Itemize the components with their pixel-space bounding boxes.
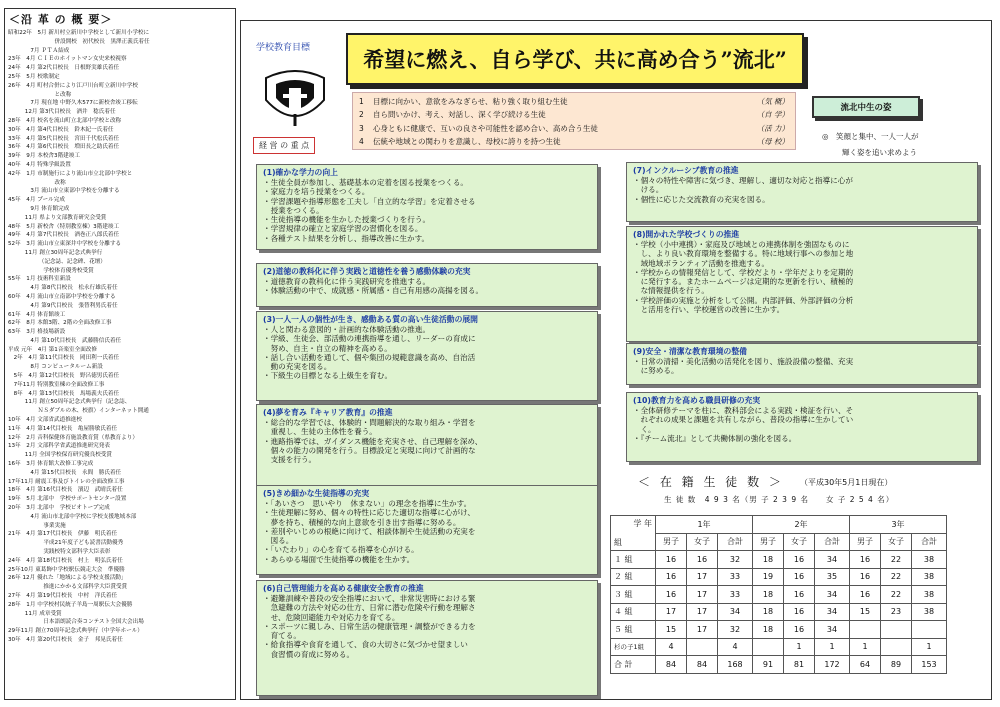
row-label: ４ 組: [611, 603, 656, 621]
focus-card-9: [626, 343, 978, 385]
ideal-line-1: ◎ 笑顔と集中、一人一人が: [822, 132, 919, 141]
focus-card-line: 個々の能力の開発を行う。目標設定と実現に向けて計画的な: [263, 445, 476, 455]
focus-card-line: 域地域ボランティア活動を推進する。: [633, 258, 770, 268]
history-entry: 11月 成章受賞: [8, 610, 62, 617]
table-row: [611, 656, 947, 674]
history-entry: 30年 4月 第4代目校長 鈴木紀一氏着任: [8, 126, 114, 133]
table-cell: 18: [753, 551, 784, 569]
history-entry: 40年 4月 特殊学級設置: [8, 161, 71, 168]
focus-card-title: (3)一人一人の個性が生き、感動ある質の高い生徒活動の展開: [263, 315, 478, 324]
goal-key: （自 学）: [756, 110, 789, 120]
table-cell: 1: [815, 638, 850, 656]
row-label: ５ 組: [611, 621, 656, 639]
focus-card-line: ・個々の特性や障害に気づき、理解し、適切な対応と指導に心が: [633, 176, 853, 185]
sub-header: 女子: [784, 533, 815, 551]
table-cell: 17: [656, 603, 687, 621]
history-panel: [4, 8, 236, 700]
history-entry: 5年 4月 第12代目校長 野呂徳男氏着任: [8, 373, 120, 380]
history-entry: 10年 4月 文部省武道推進校: [8, 417, 82, 424]
table-cell: 17: [687, 603, 718, 621]
ideal-line-2: 輝く姿を追い求めよう: [842, 148, 917, 157]
history-entry: 26年 4月 町村合併により江戸川台町立新川中学校: [8, 82, 138, 89]
table-cell: 34: [815, 603, 850, 621]
history-entry: 11月 全国学校保育研究優良校受賞: [8, 452, 112, 459]
table-cell: 16: [784, 551, 815, 569]
focus-card-2: [256, 263, 598, 307]
focus-card-line: な情報提供を行う。: [633, 286, 709, 296]
focus-card-line: ・学校評価の実施と分析をして公開。内部評価、外部評価の分析: [633, 295, 854, 305]
focus-card-line: 授業をつくる。: [263, 205, 324, 215]
table-cell: 15: [656, 621, 687, 639]
history-entry: 12月 第3代目校長 酒井 稔氏着任: [8, 109, 116, 116]
history-entry: 併設開校 初代校長 黒澤正義氏着任: [8, 38, 150, 45]
history-entry: 平成21年度子ども読書活動優秀: [8, 540, 124, 547]
focus-card-line: 重視し、生徒の主体性を養う。: [263, 427, 377, 437]
table-cell: [753, 638, 784, 656]
focus-card-4: [256, 404, 598, 488]
goal-key: （母 校）: [756, 137, 789, 147]
table-cell: 16: [656, 568, 687, 586]
history-entry: 12年 2月 音科保健体育施設教育賞（県教育より）: [8, 434, 138, 441]
focus-card-line: ・『チーム流北』として共働体制の強化を図る。: [633, 433, 797, 443]
history-entry: 13年 2月 文部科学省武道推進研究発表: [8, 443, 110, 450]
history-entry: 18年 4月 第16代目校長 濱辺 武晴氏着任: [8, 487, 123, 494]
row-label: ２ 組: [611, 568, 656, 586]
focus-card-line: ・下級生の目標となる上級生を育む。: [263, 371, 393, 381]
table-cell: 32: [718, 621, 753, 639]
history-entry: 24年 4月 第2代目校長 日根野実雄氏着任: [8, 65, 120, 72]
history-entry: 26年 12月 優れた「地域による学校支援活動」: [8, 575, 127, 582]
table-cell: 16: [656, 551, 687, 569]
focus-card-line: ・個性に応じた交流教育の充実を図る。: [633, 194, 770, 204]
history-entry: 28年 4月 校名を流山町立北部中学校と改称: [8, 117, 122, 124]
history-entry: 7月 ＰＴＡ結成: [8, 47, 70, 54]
goal-key: （活 力）: [756, 123, 789, 133]
focus-card-line: ・学習課題や指導形態を工夫し「自立的な学習」を定着させる: [263, 196, 476, 206]
table-cell: 17: [687, 621, 718, 639]
goal-row: [359, 122, 789, 135]
table-cell: 16: [687, 551, 718, 569]
focus-card-line: ・スポーツに親しみ、日常生活の健康管理・調整ができる力を: [263, 621, 476, 631]
history-entry: 4月 第10代目校長 武藤勝信氏着任: [8, 337, 122, 344]
enrollment-date: （平成30年5月1日現在）: [800, 478, 893, 487]
history-entry: 48年 5月 新校舎（特別教室棟）3階建竣工: [8, 223, 120, 230]
history-entry: 11年 4月 第14代目校長 亀屋勝敏氏着任: [8, 425, 118, 432]
focus-card-line: ・総合的な学習では、体験的・問題解決的な取り組み・学習を: [263, 418, 476, 427]
focus-card-line: ・体験活動の中で、成就感・所属感・自己有用感の高揚を図る。: [263, 286, 484, 296]
table-cell: 16: [656, 586, 687, 604]
focus-card-line: 夢を持ち、積極的な向上意欲を引き出す指導に努める。: [263, 517, 461, 527]
grade-1-header: 1年: [656, 516, 753, 534]
sub-header: 女子: [881, 533, 912, 551]
history-entry: 7年11月 特別教室棟の全面改修工事: [8, 381, 105, 388]
focus-card-line: し、より良い教育環境を整備する。特に地域行事への参加と地: [633, 249, 854, 259]
history-entry: 16年 3月 体育館大改修工事完成: [8, 461, 94, 468]
history-entry: 3月 流山市立東部中学校を分離する: [8, 188, 120, 195]
goal-num: 3: [359, 123, 364, 133]
goal-text: 心身ともに健康で、互いの良さや可能性を認め合い、高め合う生徒: [373, 123, 598, 133]
table-cell: 16: [784, 621, 815, 639]
table-cell: 35: [815, 568, 850, 586]
table-cell: 38: [912, 586, 947, 604]
history-entry: 8年 4月 第13代目校長 馬場義夫氏着任: [8, 390, 120, 397]
table-cell: 16: [850, 568, 881, 586]
table-cell: 38: [912, 551, 947, 569]
table-cell: [881, 621, 912, 639]
table-cell: 22: [881, 568, 912, 586]
history-entry: 29年11月 創立70周年記念式典挙行（中学年ホール）: [8, 628, 143, 635]
focus-card-line: ・避難訓練や普段の安全指導において、非常災害時における緊: [263, 594, 476, 603]
history-entry: 23年 4月 ＣＩＥのホイットマン女史来校視察: [8, 56, 127, 63]
history-entry: 2年 4月 第11代目校長 岡田利一氏着任: [8, 355, 120, 362]
table-row: [611, 551, 947, 569]
sub-header: 合計: [718, 533, 753, 551]
focus-card-line: ける。: [633, 185, 664, 195]
history-entry: 9月 体育館完成: [8, 205, 70, 212]
goal-row: [359, 135, 789, 148]
focus-card-title: (8)開かれた学校づくりの推進: [633, 230, 740, 239]
table-cell: 1: [912, 638, 947, 656]
table-cell: 16: [850, 586, 881, 604]
goal-key: （気 概）: [756, 97, 789, 106]
history-entry: ＮＳダブルの木、校旗）インターネット開通: [8, 408, 149, 415]
table-cell: 19: [753, 568, 784, 586]
table-row: [611, 568, 947, 586]
grade-2-header: 2年: [753, 516, 850, 534]
focus-card-line: ・全体研修テーマを柱に、教科部会による実践・検証を行い、そ: [633, 406, 854, 415]
history-entry: 25年 5月 校歌制定: [8, 73, 60, 80]
focus-card-line: ・「あいさつ 思いやり 休まない」の理念を指導に生かす。: [263, 499, 472, 508]
history-entry: 7月 現在地 中野久木577に新校舎竣工移転: [8, 100, 138, 107]
focus-card-line: ・あらゆる場面で生徒指導の機能を生かす。: [263, 554, 415, 564]
table-cell: 16: [850, 551, 881, 569]
table-cell: 84: [656, 656, 687, 674]
table-cell: 16: [784, 586, 815, 604]
focus-card-line: ・差別やいじめの根絶に向けて、相談体制や生徒活動の充実を: [263, 526, 476, 536]
focus-card-title: (1)確かな学力の向上: [263, 168, 338, 177]
focus-card-title: (10)教育力を高める職員研修の充実: [633, 396, 761, 405]
school-emblem-icon: [256, 70, 334, 130]
goal-row: [359, 95, 789, 108]
table-cell: [881, 638, 912, 656]
table-cell: 34: [815, 586, 850, 604]
table-row: [611, 586, 947, 604]
focus-card-line: ・生徒指導の機能を生かした授業づくりを行う。: [263, 215, 431, 225]
history-entry: 19年 5月 北部中 学校サポートセンター設置: [8, 496, 127, 503]
history-entry: 4月 第9代目校長 張替利男氏着任: [8, 302, 118, 309]
history-entry: （記念誌、記念碑、花壇）: [8, 258, 106, 265]
focus-card-title: (5)きめ細かな生徒指導の充実: [263, 489, 370, 498]
focus-card-line: く。: [633, 424, 656, 434]
enrollment-table: [610, 515, 947, 674]
table-cell: 15: [850, 603, 881, 621]
history-entry: 25年10月 東葛飾中学校駅伝競走大会 準優勝: [8, 566, 125, 573]
table-cell: 1: [784, 638, 815, 656]
focus-card-line: に発行する。またホームページは定期的な更新を行い、積極的: [633, 277, 854, 287]
history-entry: 11月 創立30周年記念式典挙行: [8, 249, 103, 256]
history-entry: 4月 流山市北部中学校に学校支援地域本部: [8, 513, 137, 520]
history-entry: 8月 コンピュータルーム新設: [8, 364, 103, 371]
enrollment-title: ＜ 在 籍 生 徒 数 ＞: [638, 475, 784, 489]
table-cell: 33: [718, 586, 753, 604]
history-entry: 実践校特文部科学大臣表彰: [8, 549, 111, 556]
history-entry: 52年 3月 流山市立東深井中学校を分離する: [8, 241, 122, 248]
history-entry: 62年 8月 本館3階、2階の全面改修工事: [8, 320, 112, 327]
table-cell: 38: [912, 568, 947, 586]
focus-card-line: 食習慣の育成に努める。: [263, 649, 355, 659]
goals-box: [352, 92, 796, 150]
row-label: 合 計: [611, 656, 656, 674]
history-entry: 4月 第8代目校長 松永行雄氏着任: [8, 285, 118, 292]
table-cell: [912, 621, 947, 639]
focus-card-line: 支援を行う。: [263, 455, 317, 465]
table-cell: 17: [687, 586, 718, 604]
goal-label: 学校教育目標: [256, 43, 311, 53]
history-entry: 61年 4月 体育館竣工: [8, 311, 66, 318]
sub-header: 男子: [753, 533, 784, 551]
grade-3-header: 3年: [850, 516, 947, 534]
sub-header: 合計: [815, 533, 850, 551]
focus-card-line: ・給食指導や食育を通して、食の大切さに気づかせ望ましい: [263, 640, 468, 650]
history-entry: 33年 4月 第5代目校長 宮田千代松氏着任: [8, 135, 120, 142]
focus-card-line: 急避難の方法や対応の仕方、日常に潜む危険や行動を理解さ: [263, 603, 476, 613]
focus-card-line: ・家庭力を培う授業をつくる。: [263, 187, 370, 197]
focus-card-line: ・人と関わる意図的・計画的な体験活動の推進。: [263, 325, 431, 334]
table-cell: 34: [718, 603, 753, 621]
table-cell: 16: [784, 568, 815, 586]
focus-card-line: ・生徒全員が参加し、基礎基本の定着を図る授業をつくる。: [263, 178, 469, 187]
history-entry: 日本語朗読合奏コンテスト全国大会出場: [8, 619, 144, 626]
history-entry: 20年 3月 北部中 学校ビオトープ完成: [8, 505, 110, 512]
history-entry: 17年11月 耐震工事及びトイレの全面改修工事: [8, 478, 125, 485]
table-row: [611, 621, 947, 639]
history-entry: 55年 1月 技術科室新設: [8, 276, 71, 283]
focus-card-title: (6)自己管理能力を高める健康安全教育の推進: [263, 584, 424, 593]
history-entry: 63年 3月 格技場新設: [8, 329, 66, 336]
row-label: ３ 組: [611, 586, 656, 604]
table-row: [611, 638, 947, 656]
goal-num: 2: [359, 110, 364, 120]
table-cell: 91: [753, 656, 784, 674]
school-motto: 希望に燃え、自ら学び、共に高め合う”流北”: [346, 33, 804, 85]
history-entry: 45年 4月 プール完成: [8, 197, 65, 204]
table-cell: 1: [850, 638, 881, 656]
history-entry: 学校体育優秀校受賞: [8, 267, 94, 274]
table-cell: 81: [784, 656, 815, 674]
table-cell: 64: [850, 656, 881, 674]
focus-card-10: [626, 392, 978, 462]
table-cell: 16: [784, 603, 815, 621]
table-cell: 4: [718, 638, 753, 656]
history-title: ＜沿 革 の 概 要＞: [9, 13, 113, 26]
history-entry: と改称: [8, 91, 72, 98]
focus-card-line: 動の充実を図る。: [263, 362, 332, 372]
focus-card-line: ・生徒理解に努め、個々の特性に応じた適切な指導に心がけ、: [263, 508, 476, 518]
focus-card-8: [626, 226, 978, 342]
table-cell: 34: [815, 551, 850, 569]
history-entry: 11月 創立50周年記念式典挙行（記念誌、: [8, 399, 131, 406]
table-cell: 23: [881, 603, 912, 621]
class-header: 組: [614, 538, 622, 547]
focus-card-line: ・学習規律の確立と家庭学習の習慣化を図る。: [263, 224, 423, 234]
table-cell: 34: [815, 621, 850, 639]
history-entry: 30年 4月 第20代目校長 金子 邦晃氏着任: [8, 636, 123, 643]
table-cell: 32: [718, 551, 753, 569]
corner-cell: [611, 516, 656, 551]
row-label: １ 組: [611, 551, 656, 569]
focus-card-title: (4)夢を育み『キャリア教育』の推進: [263, 408, 393, 417]
table-cell: [850, 621, 881, 639]
goal-num: 1: [359, 97, 364, 106]
history-entry: 4月 第15代目校長 永間 勝氏着任: [8, 469, 122, 476]
focus-card-line: ・学級、生徒会、部活動の連携指導を通し、リーダーの育成に: [263, 334, 476, 344]
history-entry: 28年 1月 中学校村民統子羊島一周駅伝大会優勝: [8, 601, 133, 608]
sub-header: 男子: [850, 533, 881, 551]
history-entry: 平成 元年 4月 第1音楽室全面改修: [8, 346, 97, 353]
table-cell: 168: [718, 656, 753, 674]
table-cell: 18: [753, 603, 784, 621]
table-cell: 153: [912, 656, 947, 674]
focus-card-line: に努める。: [633, 366, 679, 376]
sub-header: 女子: [687, 533, 718, 551]
history-list: [5, 29, 235, 645]
table-row: [611, 603, 947, 621]
table-cell: 84: [687, 656, 718, 674]
table-cell: 89: [881, 656, 912, 674]
focus-card-6: [256, 580, 598, 696]
table-cell: 18: [753, 621, 784, 639]
history-entry: 21年 4月 第17代目校長 伊藤 明氏着任: [8, 531, 118, 538]
table-cell: 17: [687, 568, 718, 586]
table-cell: 38: [912, 603, 947, 621]
table-cell: 33: [718, 568, 753, 586]
focus-card-line: ・道徳教育の教科化に伴う実践研究を推進する。: [263, 277, 431, 286]
focus-card-line: ・日常の清掃・美化活動の活発化を図り、施設設備の整備、充実: [633, 357, 854, 366]
goal-text: 自ら問いかけ、考え、対話し、深く学び続ける生徒: [373, 110, 546, 120]
history-entry: 39年 9月 本校舎3階建竣工: [8, 153, 80, 160]
history-entry: 24年 4月 第18代目校長 村上 明弘氏着任: [8, 557, 123, 564]
history-entry: 36年 4月 第6代目校長 増田長之助氏着任: [8, 144, 120, 151]
focus-card-5: [256, 485, 598, 575]
table-cell: [687, 638, 718, 656]
goal-num: 4: [359, 137, 364, 147]
focus-card-title: (9)安全・清潔な教育環境の整備: [633, 347, 747, 356]
focus-card-line: ・学校（小中連携）・家庭及び地域との連携体制を強固なものに: [633, 240, 850, 249]
focus-card-line: ・「いたわり」の心を育てる指導を心がける。: [263, 545, 419, 555]
table-cell: 22: [881, 551, 912, 569]
focus-card-line: 努め、自主・自立の精神を高める。: [263, 343, 392, 353]
history-entry: 改称: [8, 179, 66, 186]
focus-card-line: ・学校からの情報発信として、学校だより・学年だよりを定期的: [633, 267, 854, 277]
focus-card-line: れぞれの成果と課題を共有しながら、普段の指導に生かしてい: [633, 415, 854, 425]
management-focus-label: 経 営 の 重 点: [253, 137, 315, 154]
sub-header: 合計: [912, 533, 947, 551]
table-cell: 22: [881, 586, 912, 604]
focus-card-3: [256, 311, 598, 401]
focus-card-line: と活用を行い、学校運営の改善に生かす。: [633, 305, 785, 315]
goal-text: 目標に向かい、意欲をみなぎらせ、粘り強く取り組む生徒: [373, 97, 568, 106]
history-entry: 49年 4月 第7代目校長 酒巻正八郎氏着任: [8, 232, 120, 239]
focus-card-title: (7)インクルーシブ教育の推進: [633, 166, 739, 175]
focus-card-1: [256, 164, 598, 250]
focus-card-line: ・進路指導では、ガイダンス機能を充実させ、自己理解を深め、: [263, 436, 483, 446]
focus-card-7: [626, 162, 978, 222]
history-entry: 推進にかかる文部科学大臣賞受賞: [8, 584, 128, 591]
history-entry: 昭和22年 5月 新川村立新川中学校として新川小学校に: [8, 30, 150, 36]
sub-header: 男子: [656, 533, 687, 551]
focus-card-line: 育てる。: [263, 631, 301, 641]
focus-card-line: ・各種テスト結果を分析し、指導改善に生かす。: [263, 233, 430, 243]
table-cell: 172: [815, 656, 850, 674]
table-cell: 4: [656, 638, 687, 656]
focus-card-line: ・話し合い活動を通して、個や集団の規範意識を高め、自治活: [263, 352, 476, 362]
history-entry: 60年 4月 流山市立南部中学校を分離する: [8, 293, 116, 300]
history-entry: 27年 4月 第19代目校長 中村 洋氏着任: [8, 593, 118, 599]
goal-row: [359, 108, 789, 121]
goal-text: 伝統や地域との関わりを意識し、母校に誇りを持つ生徒: [373, 137, 561, 147]
history-entry: 11月 県より文部教育研究会受賞: [8, 214, 107, 221]
focus-card-title: (2)道徳の教科化に伴う実践と道徳性を養う感動体験の充実: [263, 267, 471, 276]
enrollment-total: 生 徒 数 4 9 3 名（男 子 2 3 9 名 女 子 2 5 4 名）: [664, 495, 895, 504]
focus-card-line: 図る。: [263, 536, 294, 546]
row-label: 杉の子1組: [611, 638, 656, 656]
table-cell: 18: [753, 586, 784, 604]
focus-card-line: せ、危険回避能力や対応力を育てる。: [263, 612, 400, 622]
ideal-student-title: 流北中生の姿: [812, 96, 920, 118]
grade-header: 学 年: [633, 519, 652, 528]
history-entry: 事業実施: [8, 522, 66, 529]
history-entry: 42年 1月 市制施行により流山市立北部中学校と: [8, 170, 133, 177]
